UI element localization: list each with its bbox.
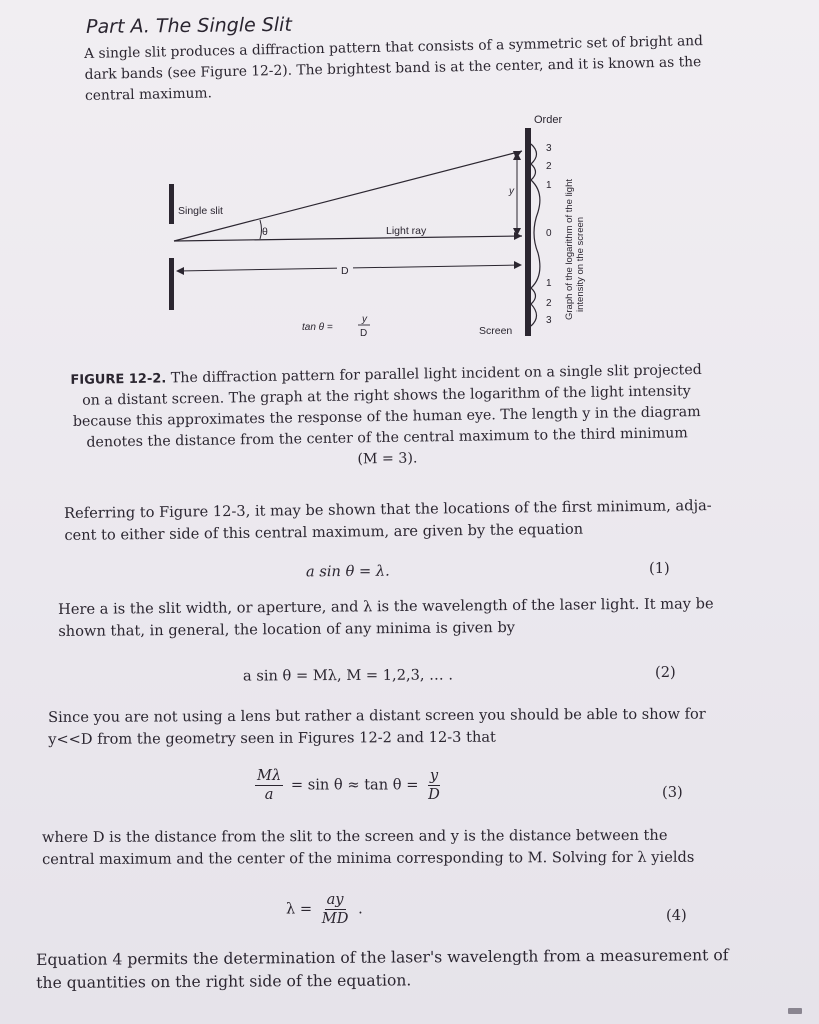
order-2-top: 2: [546, 161, 552, 172]
paragraph-2: [58, 593, 714, 643]
order-2-bottom: 2: [546, 298, 552, 309]
order-3-top: 3: [546, 143, 552, 154]
equation-4: [286, 891, 363, 928]
paragraph-4: [42, 825, 694, 871]
caption-line: denotes the distance from the center of the central maximum to the third minimum: [86, 425, 688, 451]
light-ray-label: Light ray: [386, 225, 427, 237]
figure-caption: [66, 360, 708, 475]
figure-12-2: [150, 108, 620, 358]
equation-3-number: (3): [662, 784, 683, 801]
slit-barrier-top: [169, 184, 174, 224]
eq3-fraction-right: [426, 767, 442, 804]
central-ray: [174, 236, 522, 241]
theta-label: θ: [262, 226, 268, 238]
d-arrow-left: [176, 267, 184, 275]
order-0: 0: [546, 228, 552, 239]
d-arrow-right: [514, 261, 522, 269]
graph-label-line1: Graph of the logarithm of the light: [564, 179, 575, 320]
paragraph-1: [64, 495, 712, 547]
diffracted-ray: [174, 151, 522, 241]
caption-text: The diffraction pattern for parallel light incident on a single slit projected: [170, 362, 702, 387]
tan-numerator: y: [362, 314, 367, 325]
eq4-fraction: [320, 891, 351, 928]
eq4-tail: .: [358, 900, 363, 918]
eq3-fraction-left: [255, 767, 283, 804]
eq3-denominator-2: D: [428, 786, 440, 803]
equation-1: a sin θ = λ.: [305, 562, 390, 581]
diffraction-diagram: [150, 108, 620, 358]
screen-label: Screen: [479, 325, 513, 337]
intensity-graph: [531, 144, 540, 326]
slit-barrier-bottom: [169, 258, 174, 310]
paragraph-line: cent to either side of this central maximum, are given by the equation: [64, 520, 584, 544]
paragraph-line: Equation 4 permits the determination of the laser's wavelength from a measurement of: [36, 946, 729, 969]
caption-line: on a distant screen. The graph at the right shows the logarithm of the light intensity: [82, 383, 691, 409]
graph-label-line2: intensity on the screen: [575, 216, 586, 312]
order-1-bottom: 1: [546, 278, 552, 289]
paragraph-line: y<<D from the geometry seen in Figures 12-2 and 12-3 that: [48, 728, 496, 748]
eq3-denominator: a: [264, 786, 274, 803]
eq3-numerator-2: y: [429, 767, 439, 784]
tan-denominator: D: [360, 328, 368, 339]
caption-line: because this approximates the response of the human eye. The length y in the diagram: [72, 404, 701, 430]
paragraph-line: Referring to Figure 12-3, it may be shown that the locations of the first minimum, adja-: [64, 497, 712, 522]
tan-theta-lhs: tan θ =: [302, 322, 333, 333]
intro-line: A single slit produces a diffraction pattern that consists of a symmetric set of bright and: [84, 33, 704, 62]
order-3-bottom: 3: [546, 315, 552, 326]
section-heading: Part A. The Single Slit: [86, 13, 292, 38]
equation-2-number: (2): [655, 664, 676, 681]
intro-line: dark bands (see Figure 12-2). The brightest band is at the center, and it is known as the: [84, 54, 702, 83]
paragraph-line: central maximum and the center of the minima corresponding to M. Solving for λ yields: [42, 848, 695, 868]
y-label: y: [509, 186, 514, 197]
paragraph-line: Since you are not using a lens but rather a distant screen you should be able to show for: [48, 705, 706, 726]
order-label: Order: [534, 114, 563, 126]
eq4-lhs: λ =: [286, 900, 313, 918]
screen-bar: [525, 128, 531, 336]
order-1-top: 1: [546, 180, 552, 191]
paragraph-line: shown that, in general, the location of any minima is given by: [58, 619, 516, 640]
equation-4-number: (4): [666, 907, 687, 924]
d-label: D: [341, 265, 349, 277]
paragraph-line: Here a is the slit width, or aperture, and λ is the wavelength of the laser light. It may be: [58, 595, 714, 618]
paragraph-line: the quantities on the right side of the equation.: [36, 971, 412, 992]
eq3-numerator: Mλ: [257, 767, 282, 784]
caption-figure-label: FIGURE 12-2.: [70, 371, 167, 388]
caption-line: (M = 3).: [357, 450, 418, 468]
eq4-numerator: ay: [326, 891, 344, 908]
paragraph-3: [48, 704, 706, 751]
paragraph-5: [36, 944, 729, 995]
eq3-middle: = sin θ ≈ tan θ =: [290, 776, 419, 794]
intro-paragraph: [84, 31, 704, 107]
equation-2: a sin θ = Mλ, M = 1,2,3, … .: [242, 666, 454, 685]
page-corner-mark: [788, 1008, 802, 1014]
equation-3: [252, 767, 445, 804]
equation-1-number: (1): [649, 560, 670, 577]
eq4-denominator: MD: [321, 910, 349, 927]
paragraph-line: where D is the distance from the slit to the screen and y is the distance between the: [42, 826, 668, 846]
graph-caption: [564, 179, 586, 320]
intro-line: central maximum.: [84, 85, 213, 104]
single-slit-label: Single slit: [178, 205, 223, 217]
